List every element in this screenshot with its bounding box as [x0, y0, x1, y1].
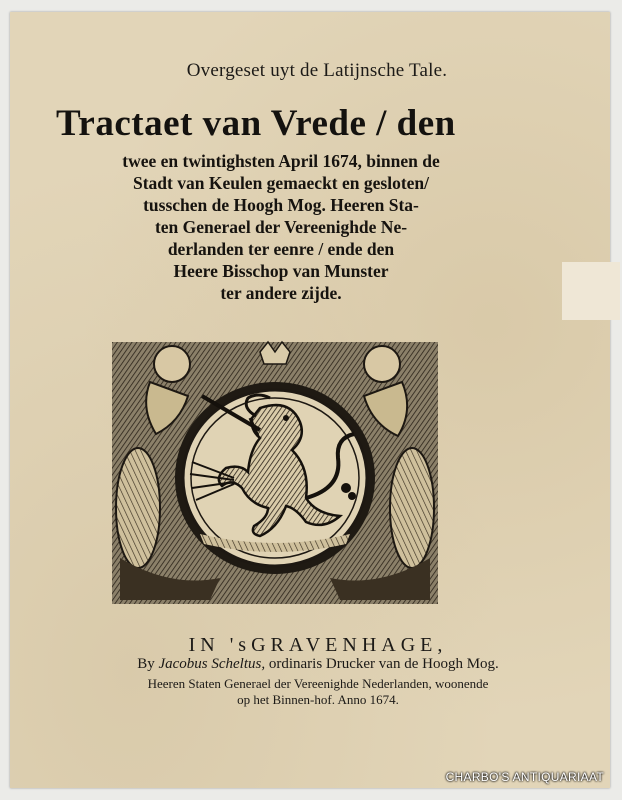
cherub-left-head — [154, 346, 190, 382]
body-line: derlanden ter eenre / ende den — [167, 239, 395, 259]
imprint-line-4: op het Binnen-hof. Anno 1674. — [237, 692, 399, 707]
imprint-by: By — [137, 656, 155, 672]
printer-role: ordinaris Drucker van de Hoogh Mog. — [268, 656, 499, 672]
body-line: twee en twintighsten April 1674, binnen de — [122, 151, 440, 171]
imprint-line-3: Heeren Staten Generael der Vereenighde Nederlanden, woonende — [147, 676, 489, 691]
printer-name: Jacobus Scheltus, — [158, 656, 266, 672]
dealer-watermark: CHARBO'S ANTIQUARIAAT — [445, 770, 604, 784]
body-line: ten Generael der Vereenighde Ne- — [154, 217, 408, 237]
body-line: tusschen de Hoogh Mog. Heeren Sta- — [143, 195, 419, 215]
translation-note: Overgeset uyt de Latijnsche Tale. — [186, 60, 448, 81]
body-line: Heere Bisschop van Munster — [173, 261, 389, 281]
title-body — [66, 150, 496, 304]
document-title: Tractaet van Vrede / den — [56, 103, 456, 144]
lion-coat-of-arms-icon — [110, 338, 440, 606]
paper-repair-patch — [562, 262, 620, 320]
body-line: ter andere zijde. — [220, 283, 342, 303]
cherub-right-head — [364, 346, 400, 382]
body-line: Stadt van Keulen gemaeckt en gesloten/ — [132, 173, 430, 193]
imprint-printer — [0, 656, 622, 673]
imprint-place: IN 'sGRAVENHAGE, — [188, 634, 448, 656]
